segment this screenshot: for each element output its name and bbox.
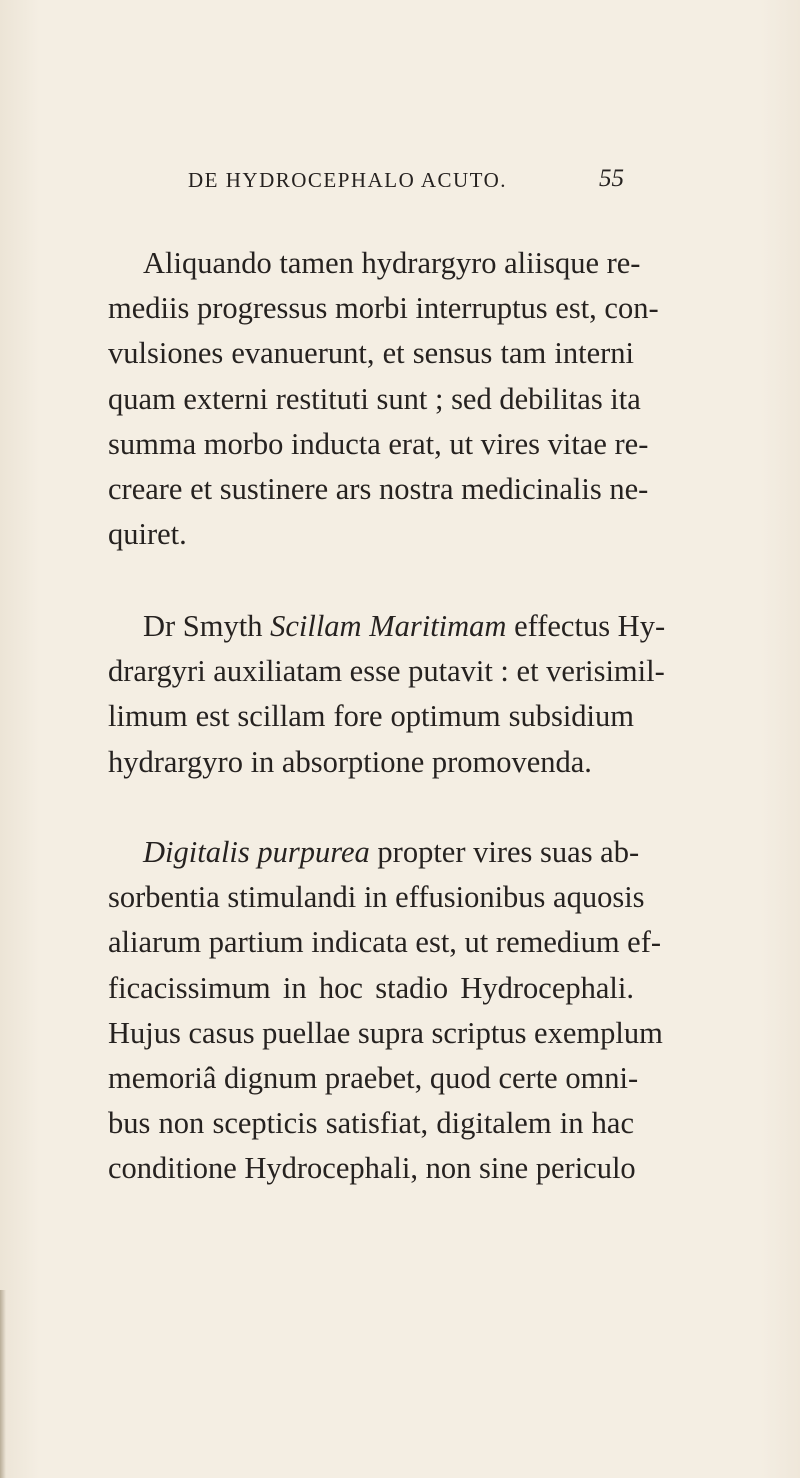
running-title: DE HYDROCEPHALO ACUTO. bbox=[188, 168, 508, 192]
italic-term: purpurea bbox=[257, 835, 370, 869]
binding-edge bbox=[0, 1290, 6, 1478]
text-line: mediis progressus morbi interruptus est, con- bbox=[108, 291, 659, 326]
text-line: Aliquando tamen hydrargyro aliisque re- bbox=[143, 246, 641, 280]
text-line: summa morbo inducta erat, ut vires vitae re- bbox=[108, 426, 649, 461]
text-line: limum est scillam fore optimum subsidium bbox=[108, 699, 634, 734]
text-line: memoriâ dignum praebet, quod certe omni- bbox=[108, 1061, 639, 1096]
text-line-with-italic bbox=[108, 830, 640, 875]
text-segment: Dr Smyth bbox=[143, 609, 271, 643]
page-number: 55 bbox=[599, 165, 624, 192]
italic-term: Digitalis bbox=[143, 835, 250, 869]
text-line: vulsiones evanuerunt, et sensus tam interni bbox=[108, 336, 634, 371]
text-segment: propter vires suas ab- bbox=[369, 835, 640, 869]
text-line: aliarum partium indicata est, ut remedium ef- bbox=[108, 925, 662, 960]
text-line: ficacissimum in hoc stadio Hydrocephali. bbox=[108, 970, 634, 1005]
text-line: conditione Hydrocephali, non sine periculo bbox=[108, 1151, 636, 1186]
text-line: quiret. bbox=[108, 517, 187, 552]
paragraph-1 bbox=[108, 241, 659, 557]
text-line: quam externi restituti sunt ; sed debilitas ita bbox=[108, 381, 641, 416]
running-head bbox=[188, 165, 624, 196]
text-line: hydrargyro in absorptione promovenda. bbox=[108, 744, 592, 779]
text-line: sorbentia stimulandi in effusionibus aquosis bbox=[108, 880, 645, 915]
italic-term: Scillam Maritimam bbox=[270, 609, 507, 643]
text-segment: effectus Hy- bbox=[506, 609, 666, 643]
paragraph-2 bbox=[108, 604, 666, 785]
text-line: Hujus casus puellae supra scriptus exemplum bbox=[108, 1015, 663, 1050]
text-line: bus non scepticis satisfiat, digitalem in hac bbox=[108, 1106, 634, 1141]
text-line: drargyri auxiliatam esse putavit : et verisimil- bbox=[108, 654, 665, 689]
text-line: creare et sustinere ars nostra medicinalis ne- bbox=[108, 472, 649, 507]
text-line-with-italic bbox=[108, 604, 666, 649]
paragraph-3 bbox=[108, 830, 663, 1192]
